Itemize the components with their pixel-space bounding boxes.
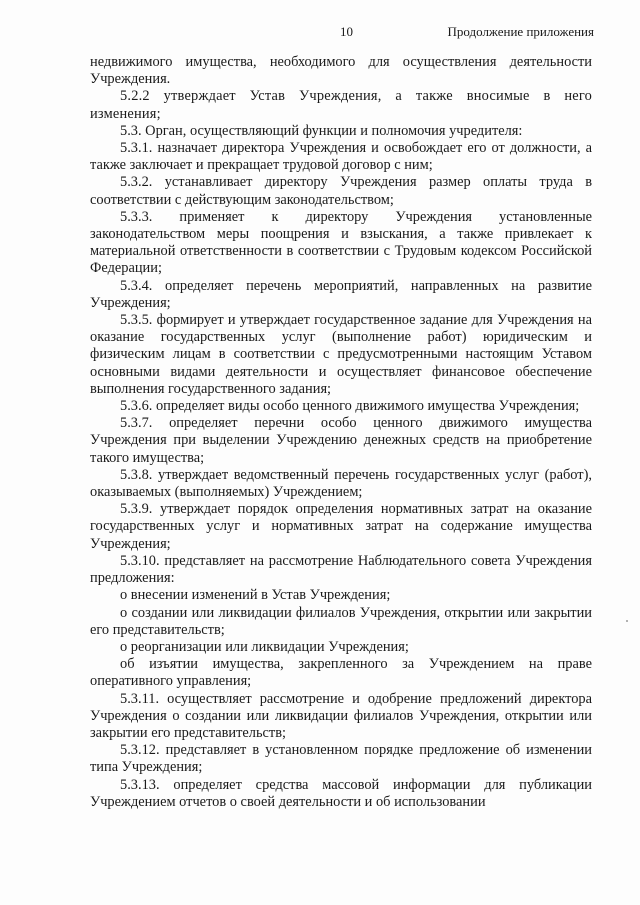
paragraph-5-3-10: 5.3.10. представляет на рассмотрение Наблюдательного совета Учреждения предложения: bbox=[90, 552, 592, 587]
page-number: 10 bbox=[340, 24, 353, 39]
paragraph-5-3-2: 5.3.2. устанавливает директору Учреждения размер оплаты труда в соответствии с действующим законодательством; bbox=[90, 174, 592, 208]
paragraph-5-3-8: 5.3.8. утверждает ведомственный перечень государственных услуг (работ), оказываемых (выполняемых) Учреждением; bbox=[90, 466, 592, 501]
paragraph-property: недвижимого имущества, необходимого для осуществления деятельности Учреждения. bbox=[90, 54, 592, 88]
paragraph-5-3-9: 5.3.9. утверждает порядок определения нормативных затрат на оказание государственных услуг и нормативных затрат на содержание имущества Учреждения; bbox=[90, 501, 592, 552]
document-body bbox=[90, 54, 592, 811]
paragraph-5-3: 5.3. Орган, осуществляющий функции и полномочия учредителя: bbox=[120, 122, 523, 139]
paragraph-5-3-6: 5.3.6. определяет виды особо ценного движимого имущества Учреждения; bbox=[120, 398, 580, 415]
paragraph-5-2-2: 5.2.2 утверждает Устав Учреждения, а также вносимые в него изменения; bbox=[90, 88, 592, 122]
paragraph-5-3-12: 5.3.12. представляет в установленном порядке предложение об изменении типа Учреждения; bbox=[90, 742, 592, 776]
scan-speck bbox=[626, 620, 628, 622]
continuation-note: Продолжение приложения bbox=[447, 24, 594, 39]
paragraph-5-3-4: 5.3.4. определяет перечень мероприятий, направленных на развитие Учреждения; bbox=[90, 277, 592, 311]
list-item-reorganization: о реорганизации или ликвидации Учреждения; bbox=[120, 638, 409, 655]
paragraph-5-3-3: 5.3.3. применяет к директору Учреждения установленные законодательством меры поощрения и взыскания, а также привлекает к материальной ответственности в соответствии с Трудовым кодексом Российской Федерации; bbox=[90, 208, 592, 277]
list-item-branches: о создании или ликвидации филиалов Учреждения, открытии или закрытии его представительств; bbox=[90, 604, 592, 638]
list-item-charter-changes: о внесении изменений в Устав Учреждения; bbox=[120, 587, 391, 604]
paragraph-5-3-13: 5.3.13. определяет средства массовой информации для публикации Учреждением отчетов о своей деятельности и об использовании bbox=[90, 776, 592, 810]
paragraph-5-3-7: 5.3.7. определяет перечни особо ценного движимого имущества Учреждения при выделении Учреждению денежных средств на приобретение такого имущества; bbox=[90, 415, 592, 466]
paragraph-5-3-5: 5.3.5. формирует и утверждает государственное задание для Учреждения на оказание государственных услуг (выполнение работ) юридическим и физическим лицам в соответствии с предусмотренными настоящим Уставом основными видами деятельности и осуществляет финансовое обеспечение выполнения государственного задания; bbox=[90, 312, 592, 397]
paragraph-5-3-11: 5.3.11. осуществляет рассмотрение и одобрение предложений директора Учреждения о создании или ликвидации филиалов Учреждения, открытии или закрытии его представительств; bbox=[90, 690, 592, 741]
list-item-property-withdrawal: об изъятии имущества, закрепленного за Учреждением на праве оперативного управления; bbox=[90, 656, 592, 690]
paragraph-5-3-1: 5.3.1. назначает директора Учреждения и освобождает его от должности, а также заключает и прекращает трудовой договор с ним; bbox=[90, 140, 592, 174]
